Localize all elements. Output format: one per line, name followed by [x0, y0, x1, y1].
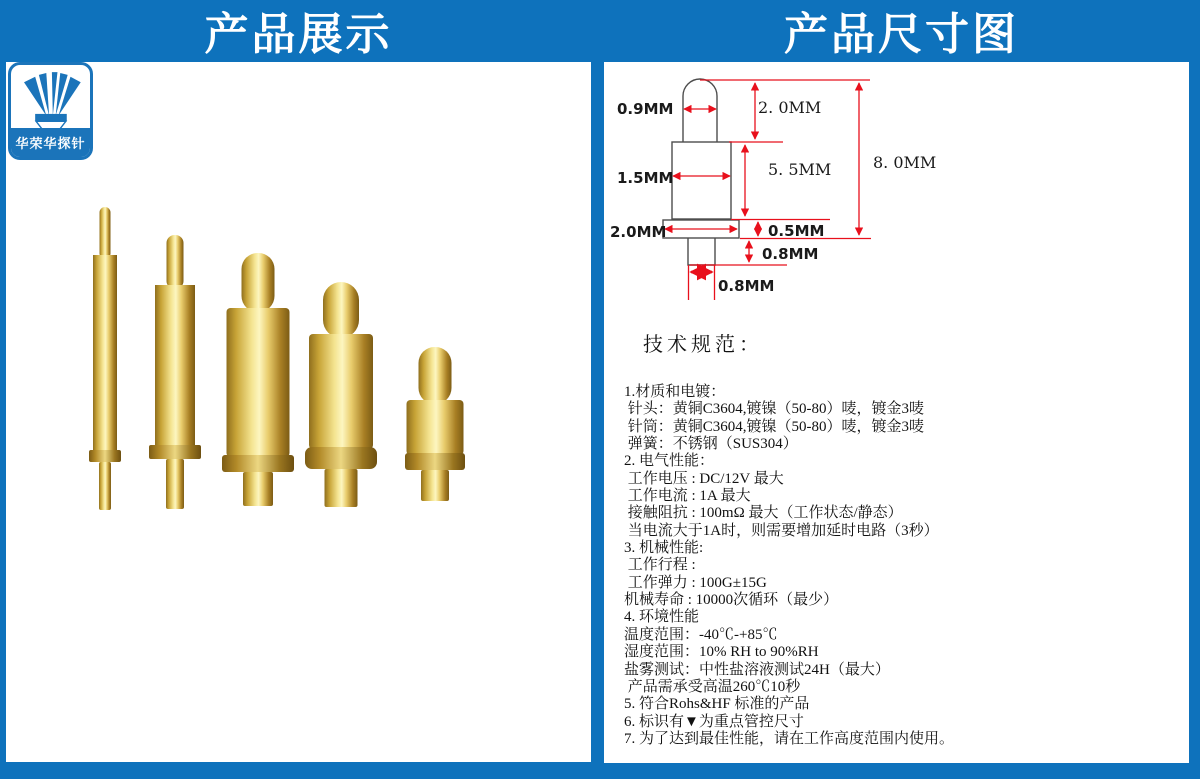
pin-outline [663, 79, 739, 265]
dim-plunger-diameter: 0.9MM [617, 100, 674, 118]
pogo-pins-photo [6, 62, 591, 762]
spec-line: 盐雾测试：中性盐溶液测试24H（最大） [624, 661, 890, 678]
spec-line: 2. 电气性能： [624, 453, 715, 470]
spec-line: 当电流大于1A时，则需要增加延时电路（3秒） [624, 522, 939, 539]
specs-title: 技术规范： [643, 334, 763, 356]
spec-line: 1.材质和电镀： [624, 384, 726, 400]
spec-line: 6. 标识有▼为重点管控尺寸 [624, 713, 804, 730]
spec-line: 工作电流 : 1A 最大 [624, 488, 751, 505]
dimension-panel [604, 62, 1189, 763]
spec-line: 7. 为了达到最佳性能，请在工作高度范围内使用。 [624, 730, 955, 747]
spec-line: 工作行程 : [624, 557, 696, 574]
dim-barrel-diameter: 1.5MM [617, 169, 674, 187]
brand-logo-label: 华荣华探针 [11, 128, 90, 157]
spec-line: 工作电压 : DC/12V 最大 [624, 470, 784, 487]
pogo-pin-4 [305, 282, 377, 507]
spec-line: 机械寿命 : 10000次循环（最少） [624, 592, 839, 609]
dim-total-height: 8. 0MM [873, 153, 937, 172]
spec-line: 接触阻抗 : 100mΩ 最大（工作状态/静态） [624, 505, 903, 522]
spec-line: 针筒：黄铜C3604,镀镍（50-80）唛，镀金3唛 [624, 418, 925, 435]
dim-tail-height: 0.8MM [762, 245, 819, 263]
dim-tail-diameter: 0.8MM [718, 277, 775, 295]
spec-line: 产品需承受高温260℃10秒 [624, 678, 801, 695]
left-panel-title: 产品展示 [204, 10, 393, 59]
spec-line: 温度范围：-40℃-+85℃ [624, 626, 778, 643]
spec-line: 3. 机械性能: [624, 540, 704, 557]
spec-line: 工作弹力 : 100G±15G [624, 574, 767, 591]
pogo-pin-5 [405, 347, 465, 501]
product-photo-panel [6, 62, 591, 762]
spec-line: 5. 符合Rohs&HF 标准的产品 [624, 696, 810, 713]
dim-plunger-height: 2. 0MM [758, 98, 822, 117]
spec-line: 针头：黄铜C3604,镀镍（50-80）唛，镀金3唛 [624, 401, 925, 418]
pogo-pin-3 [222, 253, 294, 506]
dim-flange-diameter: 2.0MM [610, 223, 667, 241]
spec-line: 4. 环境性能 [624, 609, 700, 626]
dim-flange-thickness: 0.5MM [768, 222, 825, 240]
dim-barrel-height: 5. 5MM [768, 160, 832, 179]
spec-line: 湿度范围：10% RH to 90%RH [624, 644, 819, 661]
dimension-diagram [604, 62, 1189, 322]
right-panel-title: 产品尺寸图 [784, 10, 1019, 59]
spec-line: 弹簧：不锈钢（SUS304） [624, 436, 798, 453]
pogo-pin-1 [89, 207, 121, 510]
pogo-pin-2 [149, 235, 201, 509]
specs-list [624, 384, 1184, 748]
